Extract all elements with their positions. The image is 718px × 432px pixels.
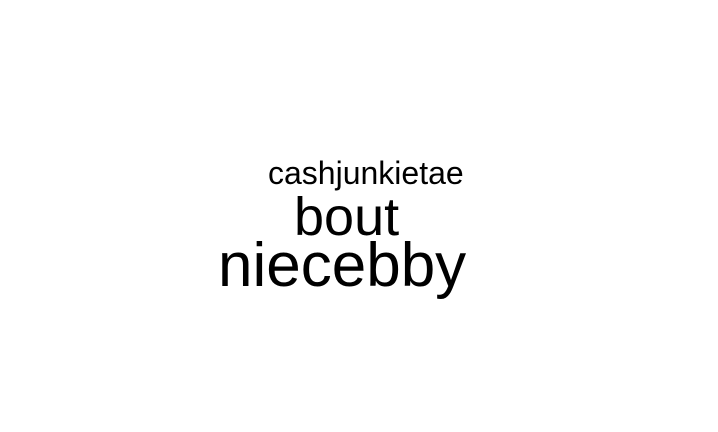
word-cashjunkietae: cashjunkietae <box>268 155 464 191</box>
word-bout: bout <box>294 187 400 247</box>
word-niecebby: niecebby <box>218 231 467 300</box>
